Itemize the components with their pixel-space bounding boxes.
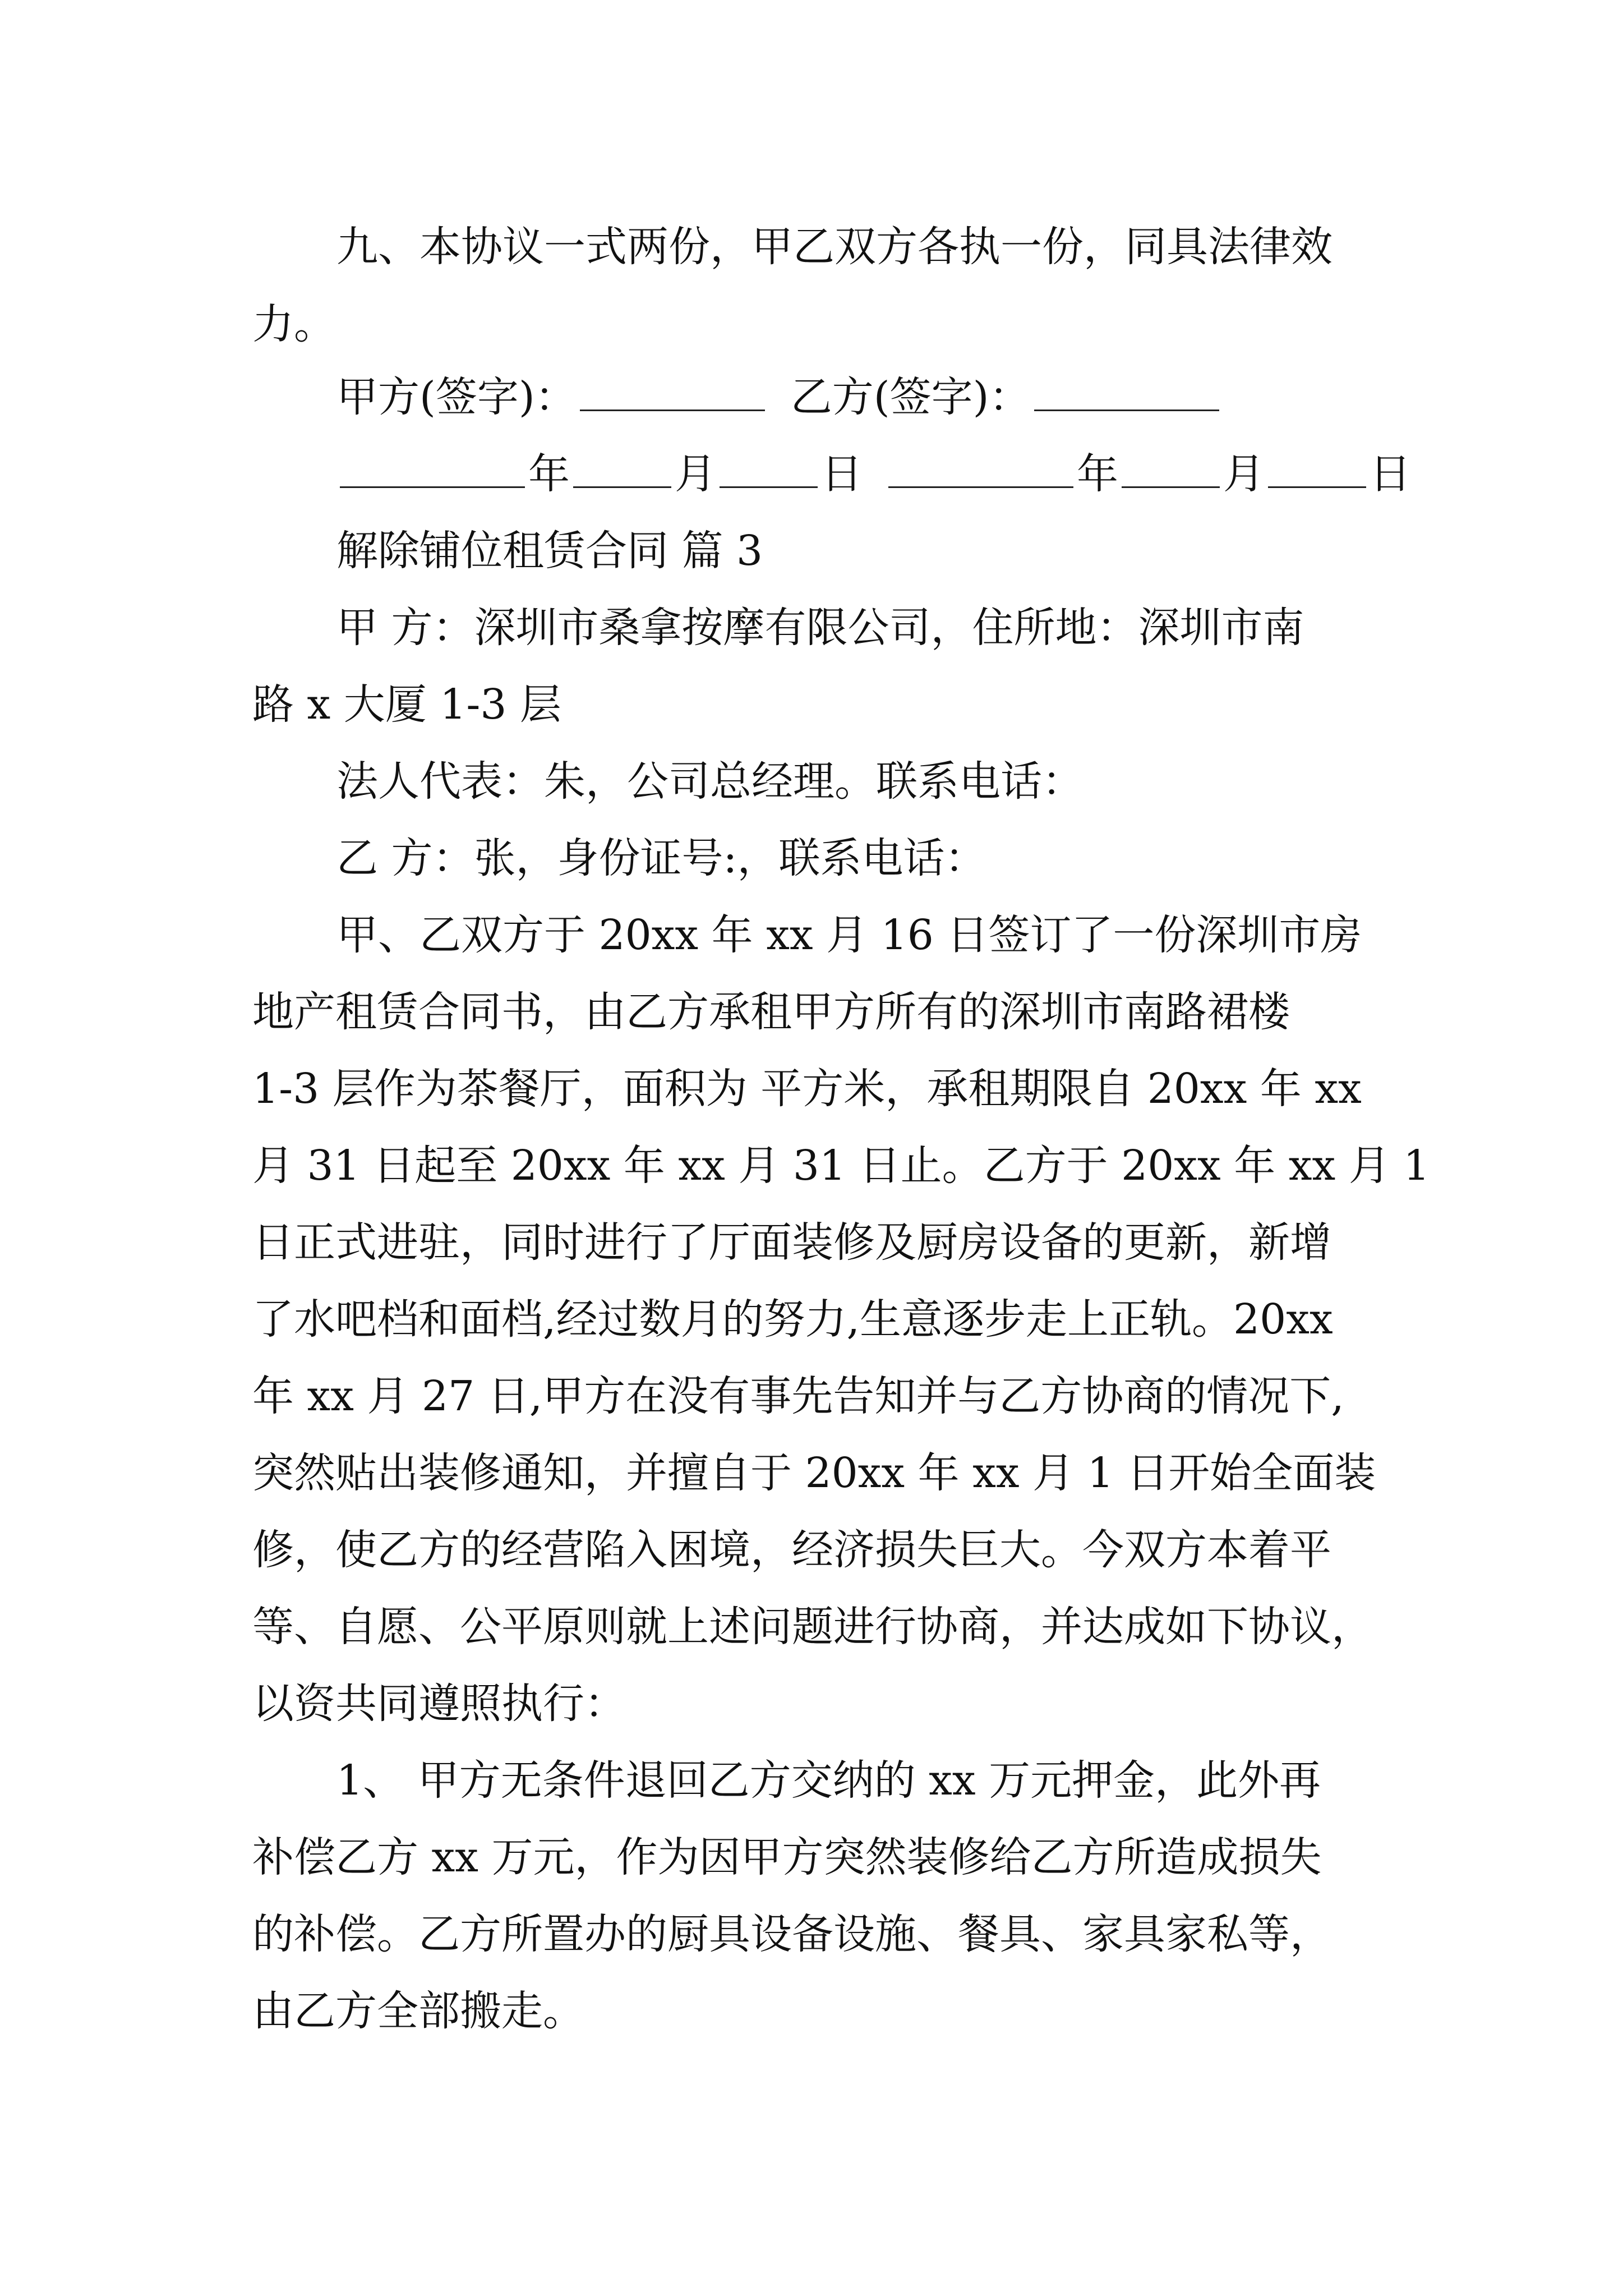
party-b-signature-blank bbox=[1034, 370, 1219, 411]
party-b-day-blank bbox=[1268, 447, 1366, 488]
party-a-line-2: 路 x 大厦 1-3 层 bbox=[252, 680, 561, 729]
clause-one-line-3: 的补偿。乙方所置办的厨具设备设施、餐具、家具家私等， bbox=[252, 1910, 1331, 1958]
background-line-5: 日正式进驻，同时进行了厅面装修及厨房设备的更新，新增 bbox=[252, 1218, 1331, 1267]
party-b-month-label: 月 bbox=[1223, 450, 1265, 498]
party-b-signature-label: 乙方(签字)： bbox=[790, 373, 1031, 421]
background-line-8: 突然贴出装修通知，并擅自于 20xx 年 xx 月 1 日开始全面装 bbox=[252, 1449, 1376, 1497]
signature-row bbox=[336, 369, 1223, 425]
clause-one-line-1: 1、 甲方无条件退回乙方交纳的 xx 万元押金，此外再 bbox=[336, 1756, 1321, 1805]
party-a-month-label: 月 bbox=[675, 450, 716, 498]
legal-representative-line: 法人代表：朱，公司总经理。联系电话： bbox=[336, 757, 1083, 806]
party-a-year-blank bbox=[340, 447, 525, 488]
party-b-year-label: 年 bbox=[1077, 450, 1118, 498]
party-b-month-blank bbox=[1122, 447, 1220, 488]
background-line-9: 修，使乙方的经营陷入困境，经济损失巨大。今双方本着平 bbox=[252, 1526, 1331, 1574]
background-line-11: 以资共同遵照执行： bbox=[252, 1680, 626, 1728]
party-a-year-label: 年 bbox=[528, 450, 570, 498]
party-b-line: 乙 方：张，身份证号:，联系电话： bbox=[336, 834, 986, 882]
party-a-signature-blank bbox=[580, 370, 765, 411]
party-a-month-blank bbox=[573, 447, 671, 488]
clause-nine-line-2: 力。 bbox=[252, 300, 335, 348]
background-line-3: 1-3 层作为茶餐厅，面积为 平方米，承租期限自 20xx 年 xx bbox=[252, 1065, 1362, 1113]
background-line-10: 等、自愿、公平原则就上述问题进行协商，并达成如下协议， bbox=[252, 1603, 1373, 1651]
background-line-7: 年 xx 月 27 日,甲方在没有事先告知并与乙方协商的情况下, bbox=[252, 1372, 1344, 1420]
background-line-4: 月 31 日起至 20xx 年 xx 月 31 日止。乙方于 20xx 年 xx 月 1 bbox=[252, 1142, 1430, 1190]
party-a-day-blank bbox=[720, 447, 818, 488]
party-a-line-1: 甲 方：深圳市桑拿按摩有限公司，住所地：深圳市南 bbox=[336, 604, 1304, 652]
section-heading: 解除铺位租赁合同 篇 3 bbox=[336, 527, 763, 575]
party-a-day-label: 日 bbox=[821, 450, 863, 498]
clause-one-line-2: 补偿乙方 xx 万元，作为因甲方突然装修给乙方所造成损失 bbox=[252, 1833, 1322, 1881]
background-line-2: 地产租赁合同书，由乙方承租甲方所有的深圳市南路裙楼 bbox=[252, 988, 1290, 1036]
clause-nine-line-1: 九、本协议一式两份，甲乙双方各执一份，同具法律效 bbox=[336, 223, 1332, 271]
background-line-6: 了水吧档和面档,经过数月的努力,生意逐步走上正轨。20xx bbox=[252, 1295, 1333, 1343]
clause-one-line-4: 由乙方全部搬走。 bbox=[252, 1987, 584, 2035]
party-a-signature-label: 甲方(签字)： bbox=[336, 373, 577, 421]
background-line-1: 甲、乙双方于 20xx 年 xx 月 16 日签订了一份深圳市房 bbox=[336, 911, 1362, 959]
party-b-day-label: 日 bbox=[1370, 450, 1411, 498]
party-b-year-blank bbox=[888, 447, 1073, 488]
date-row bbox=[336, 446, 1411, 502]
